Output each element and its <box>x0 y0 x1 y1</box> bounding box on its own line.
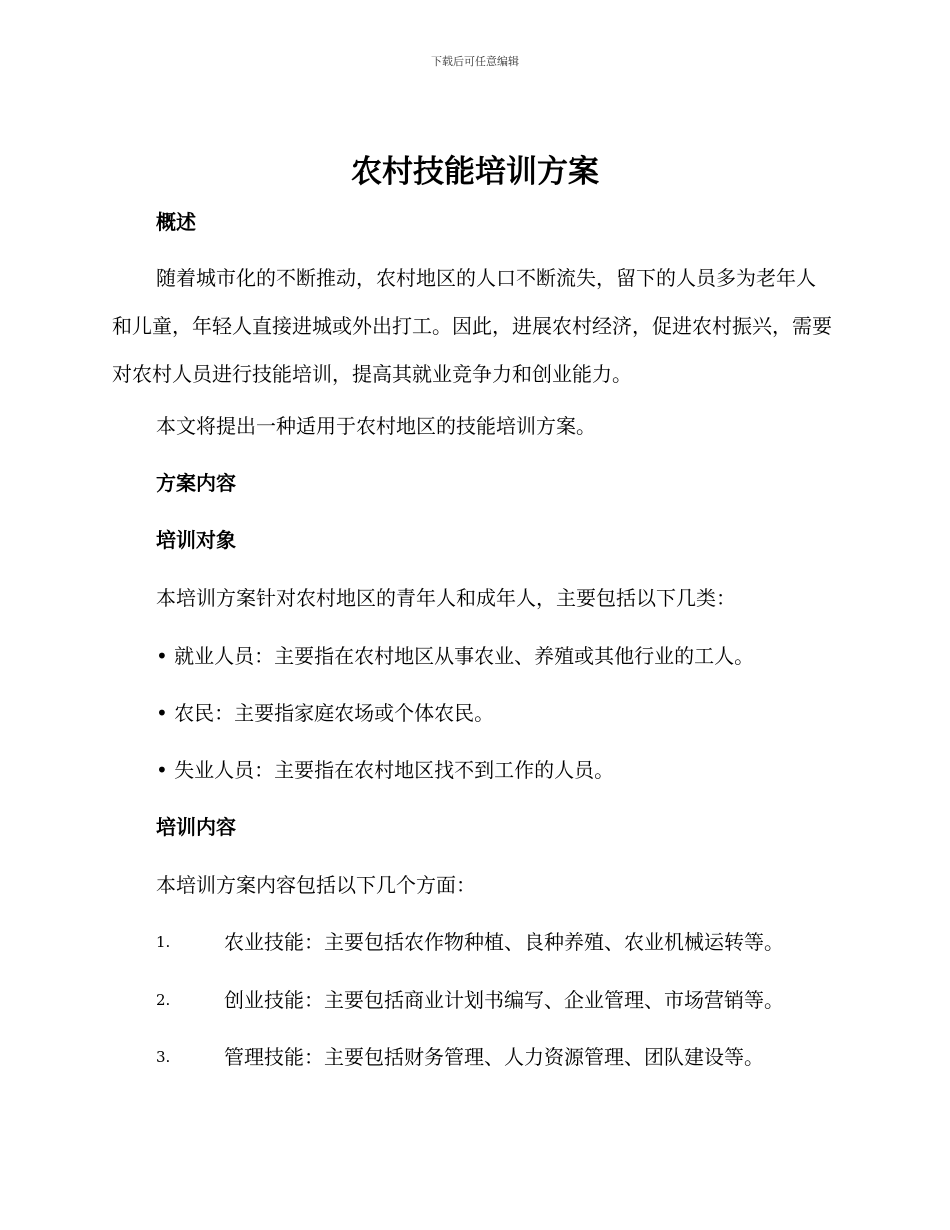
section-heading-target: 培训对象 <box>156 528 236 552</box>
list-item: 农业技能：主要包括农作物种植、良种养殖、农业机械运转等。 <box>224 930 784 954</box>
page-title: 农村技能培训方案 <box>351 154 599 190</box>
target-intro: 本培训方案针对农村地区的青年人和成年人，主要包括以下几类： <box>156 586 736 610</box>
list-item: • 就业人员：主要指在农村地区从事农业、养殖或其他行业的工人。 <box>156 644 755 668</box>
list-item: 管理技能：主要包括财务管理、人力资源管理、团队建设等。 <box>224 1045 764 1069</box>
list-number: 3. <box>156 1048 171 1066</box>
overview-paragraph: 随着城市化的不断推动，农村地区的人口不断流失，留下的人员多为老年人和儿童，年轻人直接进城或外出打工。因此，进展农村经济，促进农村振兴，需要对农村人员进行技能培训，提高其就业竞争力和创业能力。 <box>112 266 832 386</box>
header-note: 下载后可任意编辑 <box>431 55 519 68</box>
list-item: • 农民：主要指家庭农场或个体农民。 <box>156 701 495 725</box>
list-number: 2. <box>156 991 171 1009</box>
list-item: 创业技能：主要包括商业计划书编写、企业管理、市场营销等。 <box>224 988 784 1012</box>
section-heading-plan: 方案内容 <box>156 471 236 495</box>
overview-paragraph-2: 本文将提出一种适用于农村地区的技能培训方案。 <box>156 414 596 438</box>
content-intro: 本培训方案内容包括以下几个方面： <box>156 873 476 897</box>
section-heading-content: 培训内容 <box>156 815 236 839</box>
section-heading-overview: 概述 <box>156 210 196 234</box>
list-item: • 失业人员：主要指在农村地区找不到工作的人员。 <box>156 758 615 782</box>
list-number: 1. <box>156 933 171 951</box>
